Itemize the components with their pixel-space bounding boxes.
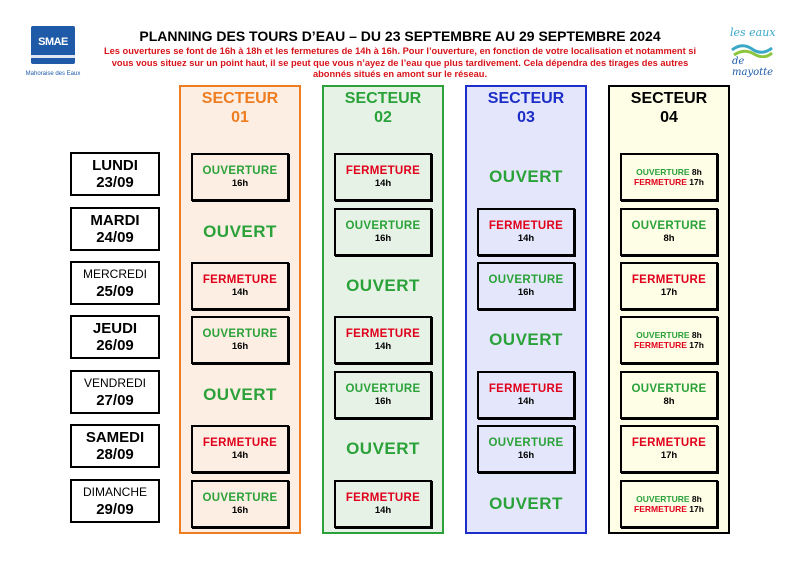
ouverture-label: OUVERTURE [488,437,564,449]
schedule-notice: Les ouvertures se font de 16h à 18h et les fermetures de 14h à 16h. Pour l’ouverture, en fonction de votre localisation et notamment si vous vous situez sur un point haut, il se peut que vous n’ayez de l’eau que plus tardivement. Cela dépendra des tirages des autres abonnés situés en amont sur le réseau. [103,46,697,79]
ouvert-label: OUVERT [346,276,420,295]
cell-time: 16h [374,396,392,407]
schedule-cell [477,371,575,419]
schedule-cell [620,371,718,419]
fermeture-label: FERMETURE [345,492,421,504]
schedule-cell [191,480,289,528]
open-time: 8h [691,166,702,177]
ouvert-label: OUVERT [203,222,277,241]
schedule-cell [191,153,289,201]
page-title: PLANNING DES TOURS D’EAU – DU 23 SEPTEMBRE AU 29 SEPTEMBRE 2024 [139,28,661,44]
smae-logo-text: SMAE [38,36,68,48]
day-date: 23/09 [96,173,134,191]
day-name: MERCREDI [82,266,147,281]
sector-column-04 [608,85,730,534]
sector-number: 03 [517,109,535,126]
fermeture-line [634,504,704,515]
sector-header [324,89,442,127]
day-name: DIMANCHE [82,484,147,499]
sector-header [610,89,728,127]
day-cell-lundi [70,152,160,196]
eaux-logo-line1: les eaux [730,26,776,39]
fermeture-label: FERMETURE [345,328,421,340]
eaux-de-mayotte-logo [722,26,782,76]
fermeture-label: FERMETURE [631,437,707,449]
fermeture-label: FERMETURE [634,177,687,187]
close-time: 17h [689,504,704,514]
ouverture-label: OUVERTURE [636,166,690,177]
ouverture-label: OUVERTURE [636,329,690,340]
day-cell-samedi [70,424,160,468]
ouverture-label: OUVERTURE [345,383,421,395]
schedule-cell [334,208,432,256]
day-name: MARDI [90,211,140,229]
cell-time: 14h [517,396,535,407]
ouverture-label: OUVERTURE [488,274,564,286]
sector-column-03 [465,85,587,534]
fermeture-line [634,177,704,188]
ouverture-label: OUVERTURE [631,383,707,395]
sector-number: 02 [374,109,392,126]
ouverture-label: OUVERTURE [202,165,278,177]
day-cell-dimanche [70,479,160,523]
fermeture-label: FERMETURE [488,220,564,232]
fermeture-label: FERMETURE [202,437,278,449]
fermeture-label: FERMETURE [634,340,687,350]
fermeture-label: FERMETURE [345,165,421,177]
ouverture-label: OUVERTURE [202,492,278,504]
ouvert-label: OUVERT [203,385,277,404]
schedule-cell [191,425,289,473]
day-cell-vendredi [70,370,160,414]
day-name: JEUDI [92,319,138,337]
ouverture-label: OUVERTURE [345,220,421,232]
open-time: 8h [691,493,702,504]
sector-number: 04 [660,109,678,126]
cell-time: 17h [660,450,678,461]
cell-time: 14h [231,287,249,298]
fermeture-line [634,340,704,351]
schedule-cell [191,316,289,364]
day-date: 24/09 [96,228,134,246]
cell-time: 16h [517,450,535,461]
sector-column-01 [179,85,301,534]
cell-time: 14h [231,450,249,461]
cell-time: 16h [517,287,535,298]
open-time: 8h [691,329,702,340]
cell-time: 17h [660,287,678,298]
schedule-cell [477,425,575,473]
fermeture-label: FERMETURE [634,504,687,514]
sector-number: 01 [231,109,249,126]
cell-time: 16h [231,505,249,516]
schedule-cell [620,425,718,473]
cell-time: 14h [517,233,535,244]
fermeture-label: FERMETURE [631,274,707,286]
cell-time: 16h [231,178,249,189]
sector-column-02 [322,85,444,534]
ouvert-label: OUVERT [489,494,563,513]
ouvert-label: OUVERT [489,330,563,349]
ouverture-line [636,330,702,341]
schedule-cell [477,208,575,256]
smae-logo-subtext: Mahoraise des Eaux [25,71,81,77]
ouverture-line [636,494,702,505]
day-cell-mardi [70,207,160,251]
day-date: 25/09 [96,282,134,300]
cell-time: 16h [231,341,249,352]
cell-time: 8h [663,233,675,244]
schedule-cell [477,262,575,310]
ouverture-label: OUVERTURE [202,328,278,340]
smae-logo [22,26,82,81]
schedule-cell [620,208,718,256]
eaux-logo-line2: de mayotte [732,56,774,78]
fermeture-label: FERMETURE [488,383,564,395]
ouverture-label: OUVERTURE [636,493,690,504]
day-cell-mercredi [70,261,160,305]
ouvert-label: OUVERT [489,167,563,186]
day-name: VENDREDI [83,375,146,390]
sector-header [181,89,299,127]
cell-time: 16h [374,233,392,244]
day-name: SAMEDI [85,428,145,446]
close-time: 17h [689,177,704,187]
ouverture-label: OUVERTURE [631,220,707,232]
ouvert-label: OUVERT [346,439,420,458]
day-date: 28/09 [96,445,134,463]
cell-time: 14h [374,178,392,189]
schedule-cell [334,371,432,419]
day-date: 27/09 [96,391,134,409]
schedule-cell [620,153,718,201]
day-name: LUNDI [92,156,138,174]
sector-name: SECTEUR [201,90,279,107]
cell-time: 8h [663,396,675,407]
schedule-cell [620,262,718,310]
sector-name: SECTEUR [630,90,708,107]
close-time: 17h [689,340,704,350]
schedule-cell [620,316,718,364]
schedule-cell [191,262,289,310]
sector-header [467,89,585,127]
sector-name: SECTEUR [344,90,422,107]
sector-name: SECTEUR [487,90,565,107]
schedule-cell [334,316,432,364]
ouverture-line [636,167,702,178]
cell-time: 14h [374,505,392,516]
day-cell-jeudi [70,315,160,359]
day-date: 29/09 [96,500,134,518]
day-date: 26/09 [96,336,134,354]
cell-time: 14h [374,341,392,352]
schedule-cell [620,480,718,528]
schedule-cell [334,153,432,201]
fermeture-label: FERMETURE [202,274,278,286]
schedule-cell [334,480,432,528]
